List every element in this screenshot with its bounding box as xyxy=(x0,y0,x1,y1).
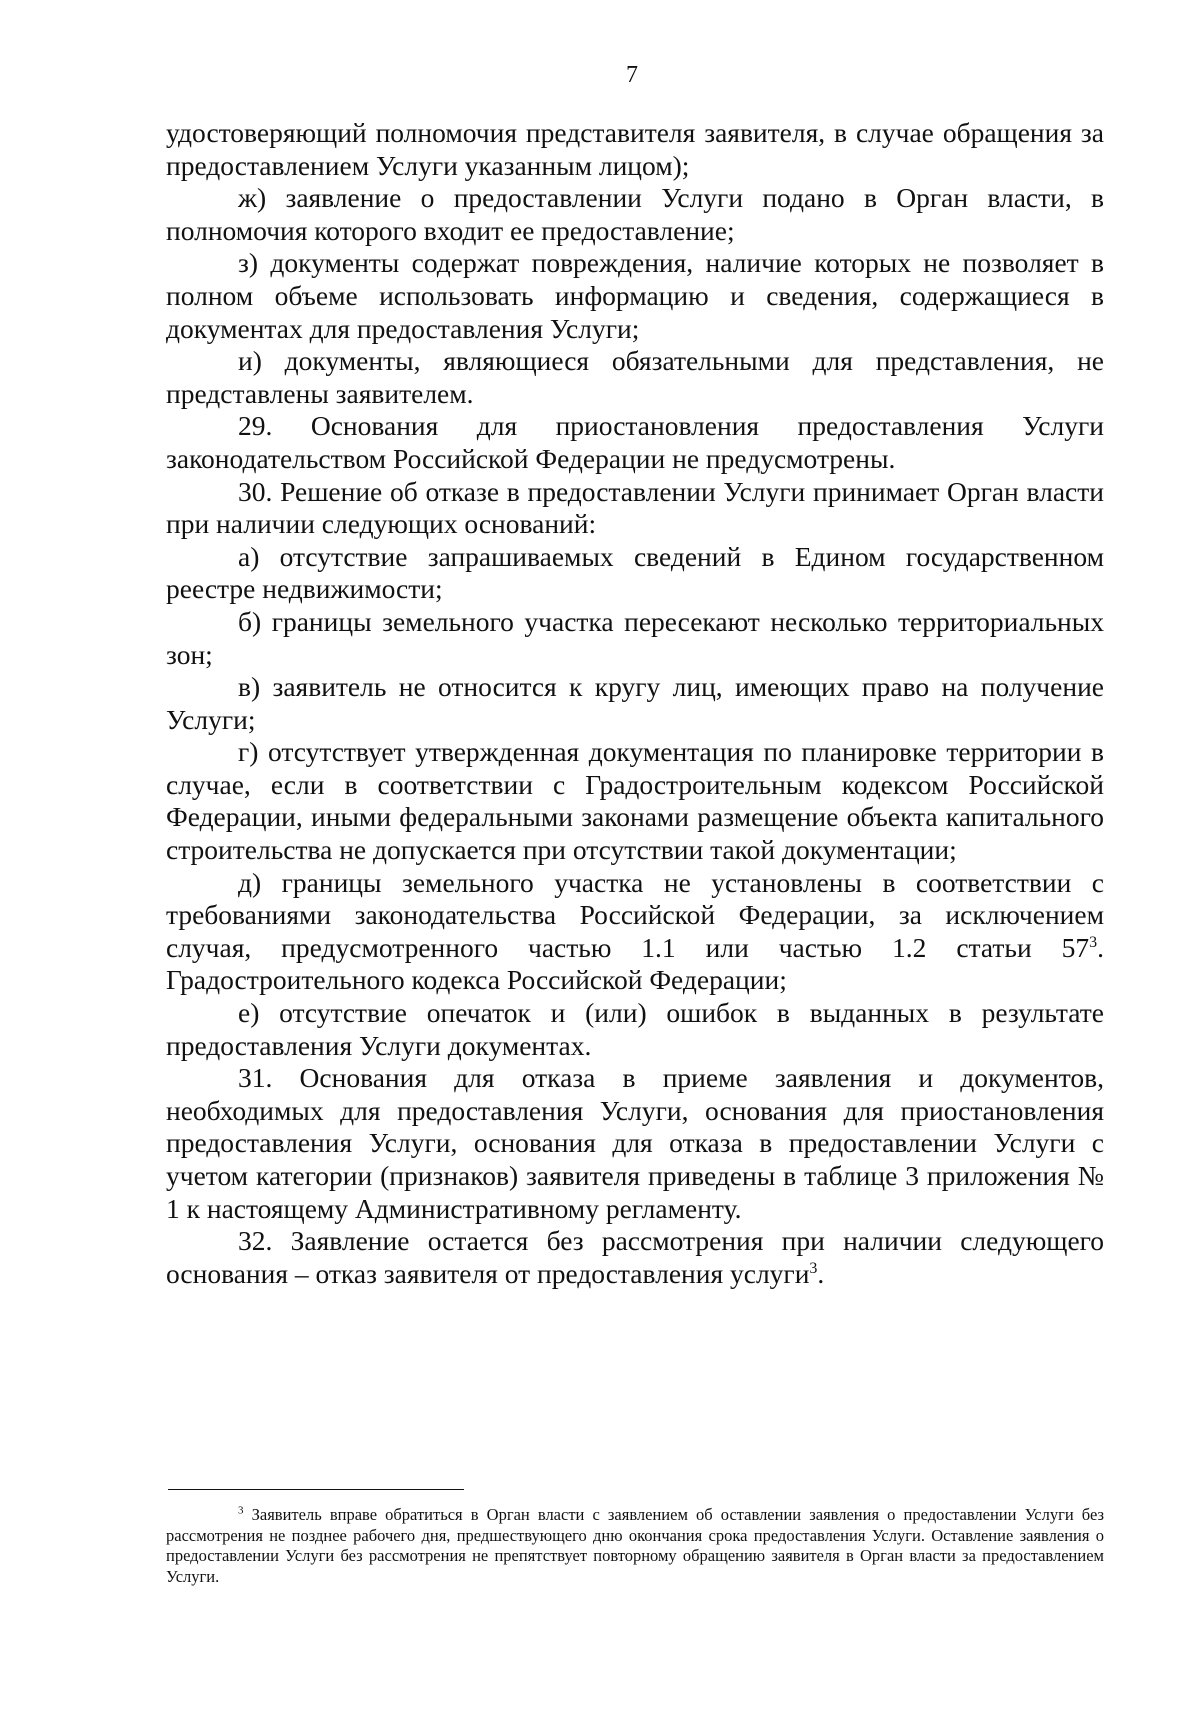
paragraph-item-e: е) отсутствие опечаток и (или) ошибок в выданных в результате предоставления Услуги документах. xyxy=(166,997,1104,1061)
footnote-mark: 3 xyxy=(238,1504,244,1517)
document-body xyxy=(166,117,1104,1290)
paragraph-item-d-text: д) границы земельного участка не установлены в соответствии с требованиями законодательства Российской Федерации, за исключением случая, предусмотренного частью 1.1 или частью 1.2 статьи 57 xyxy=(166,866,1104,963)
footnote-reference: 3 xyxy=(1089,933,1098,951)
paragraph-item-d xyxy=(166,867,1104,997)
footnote-reference: 3 xyxy=(809,1259,818,1277)
paragraph-item-z: з) документы содержат повреждения, наличие которых не позволяет в полном объеме использовать информацию и сведения, содержащиеся в документах для предоставления Услуги; xyxy=(166,247,1104,344)
footnote-text: Заявитель вправе обратиться в Орган власти с заявлением об оставлении заявления о предоставлении Услуги без рассмотрения не позднее рабочего дня, предшествующего дню окончания срока предоставления Услуги. Оставление заявления о предоставлении Услуги без рассмотрения не препятствует повторному обращению заявителя в Орган власти за предоставлением Услуги. xyxy=(166,1505,1105,1586)
footnote-divider xyxy=(168,1489,464,1490)
paragraph-item-i: и) документы, являющиеся обязательными для представления, не представлены заявителем. xyxy=(166,345,1104,409)
paragraph-30: 30. Решение об отказе в предоставлении Услуги принимает Орган власти при наличии следующих оснований: xyxy=(166,475,1104,540)
page-number: 7 xyxy=(626,62,638,88)
paragraph-item-d-tail: . Градостроительного кодекса Российской Федерации; xyxy=(166,931,1104,996)
paragraph-31: 31. Основания для отказа в приеме заявления и документов, необходимых для предоставления Услуги, основания для приостановления предоставления Услуги, основания для отказа в предоставлении Услуги с учетом категории (признаков) заявителя приведены в таблице 3 приложения № 1 к настоящему Административному регламенту. xyxy=(166,1062,1104,1224)
paragraph-item-b: б) границы земельного участка пересекают несколько территориальных зон; xyxy=(166,605,1104,670)
paragraph-item-g: г) отсутствует утвержденная документация по планировке территории в случае, если в соответствии с Градостроительным кодексом Российской Федерации, иными федеральными законами размещение объекта капитального строительства не допускается при отсутствии такой документации; xyxy=(166,736,1104,866)
paragraph-32-tail: . xyxy=(817,1257,825,1289)
paragraph-29: 29. Основания для приостановления предоставления Услуги законодательством Российской Федерации не предусмотрены. xyxy=(166,410,1104,474)
paragraph-continuation: удостоверяющий полномочия представителя заявителя, в случае обращения за предоставлением Услуги указанным лицом); xyxy=(166,117,1104,181)
footnote xyxy=(166,1505,1104,1587)
paragraph-item-v: в) заявитель не относится к кругу лиц, имеющих право на получение Услуги; xyxy=(166,671,1104,735)
paragraph-32-text: 32. Заявление остается без рассмотрения при наличии следующего основания – отказ заявителя от предоставления услуги xyxy=(166,1225,1104,1289)
paragraph-item-a: а) отсутствие запрашиваемых сведений в Едином государственном реестре недвижимости; xyxy=(166,540,1104,605)
paragraph-32 xyxy=(166,1225,1104,1290)
paragraph-item-zh: ж) заявление о предоставлении Услуги подано в Орган власти, в полномочия которого входит ее предоставление; xyxy=(166,182,1104,246)
